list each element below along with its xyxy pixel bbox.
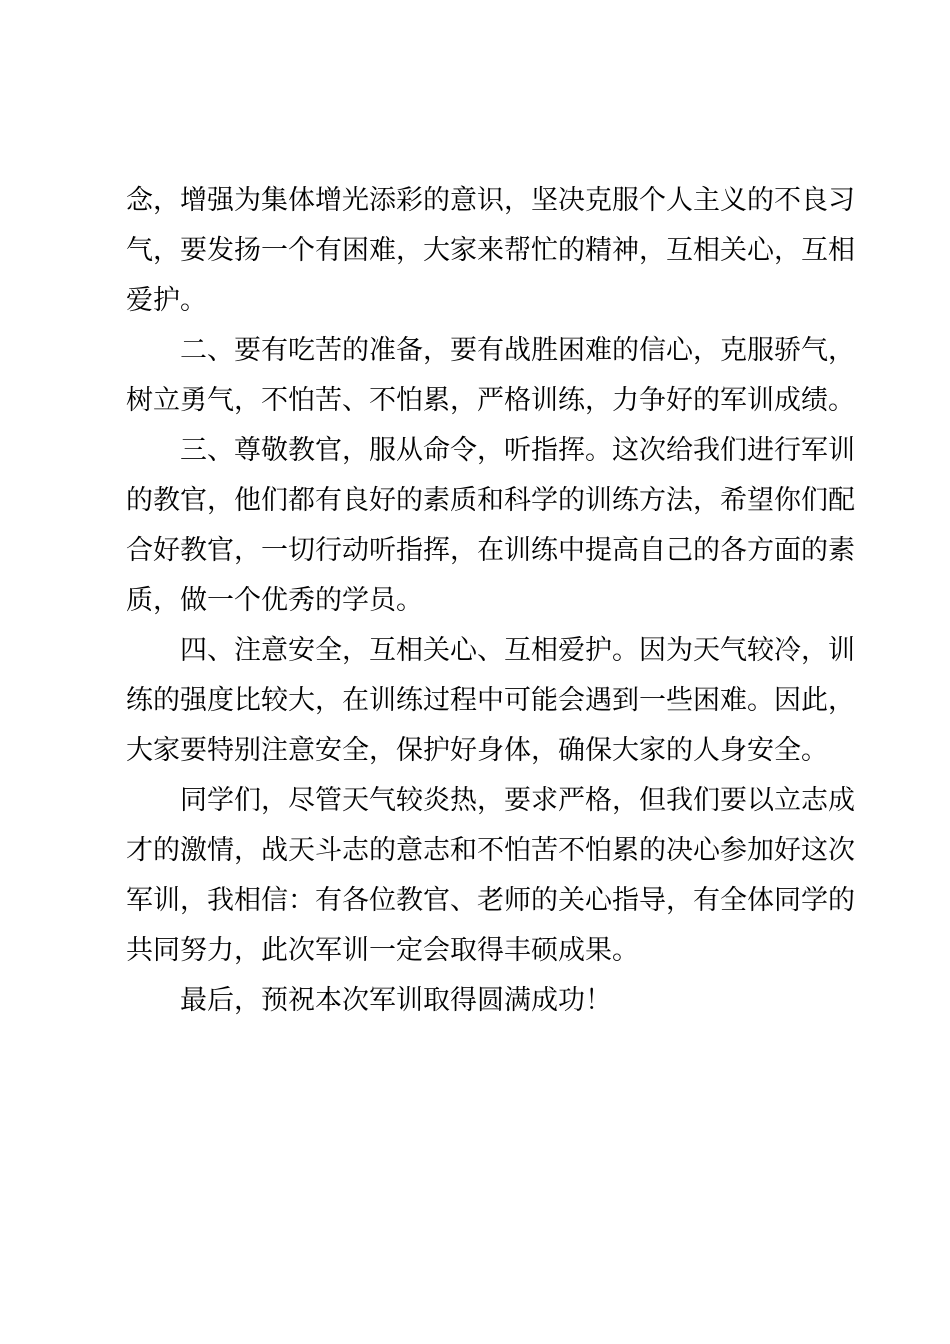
document-body (126, 176, 855, 1026)
paragraph-4-first-line: 四、注意安全，互相关心、互相爱护。因为天气较冷，训 (180, 635, 855, 666)
paragraph-3-first-line: 三、尊敬教官，服从命令，听指挥。这次给我们进行军训 (180, 435, 855, 466)
paragraph-2-first-line: 二、要有吃苦的准备，要有战胜困难的信心，克服骄气， (180, 335, 855, 366)
text-line: 气，要发扬一个有困难，大家来帮忙的精神，互相关心，互相 (126, 235, 855, 266)
closing-line: 最后，预祝本次军训取得圆满成功！ (180, 985, 612, 1016)
text-line: 念，增强为集体增光添彩的意识，坚决克服个人主义的不良习 (126, 185, 855, 216)
text-line: 爱护。 (126, 285, 207, 316)
text-line: 树立勇气，不怕苦、不怕累，严格训练，力争好的军训成绩。 (126, 385, 855, 416)
text-line: 才的激情，战天斗志的意志和不怕苦不怕累的决心参加好这次 (126, 835, 855, 866)
text-line: 共同努力，此次军训一定会取得丰硕成果。 (126, 935, 639, 966)
text-line: 练的强度比较大，在训练过程中可能会遇到一些困难。因此， (126, 685, 855, 716)
text-line: 大家要特别注意安全，保护好身体，确保大家的人身安全。 (126, 735, 828, 766)
text-line: 合好教官，一切行动听指挥，在训练中提高自己的各方面的素 (126, 535, 855, 566)
paragraph-5-first-line: 同学们，尽管天气较炎热，要求严格，但我们要以立志成 (180, 785, 855, 816)
text-line: 质，做一个优秀的学员。 (126, 585, 423, 616)
text-line: 的教官，他们都有良好的素质和科学的训练方法，希望你们配 (126, 485, 855, 516)
text-line: 军训，我相信：有各位教官、老师的关心指导，有全体同学的 (126, 885, 855, 916)
